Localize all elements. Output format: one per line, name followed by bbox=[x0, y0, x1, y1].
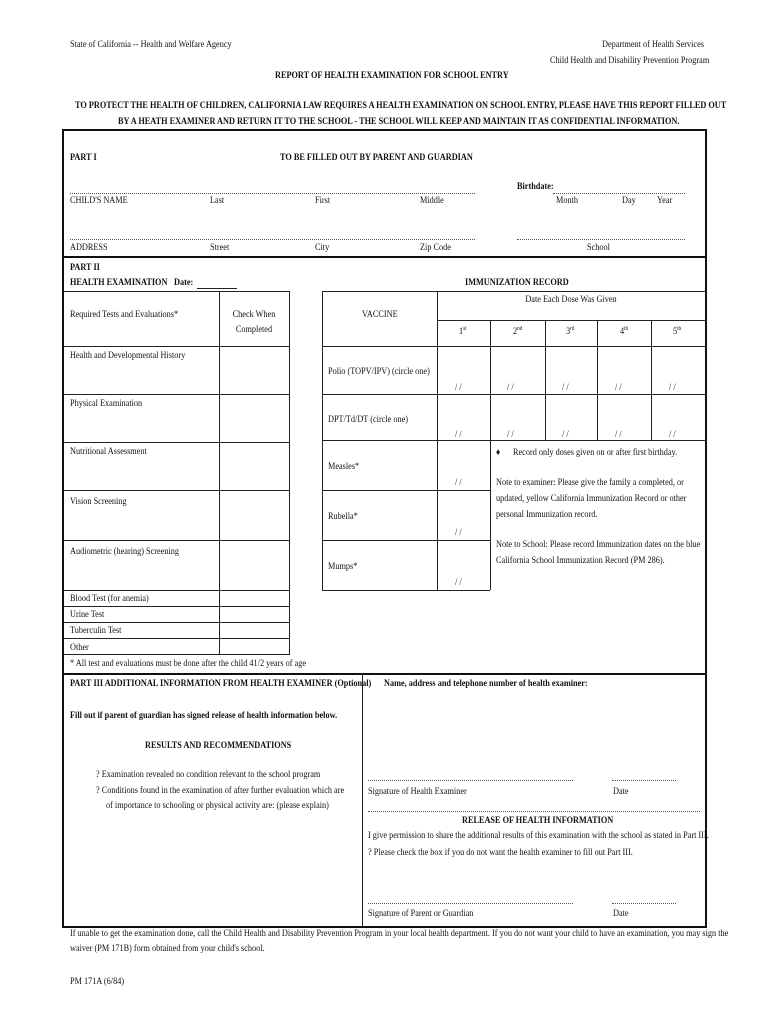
release-text-1: I give permission to share the additional results of this examination with the school as stated in Part III. bbox=[368, 830, 709, 841]
frame-right bbox=[705, 129, 707, 927]
tests-row-line bbox=[64, 654, 290, 655]
street-label: Street bbox=[210, 242, 230, 253]
dose-col-5: 5th bbox=[673, 326, 682, 338]
notice-line-1: TO PROTECT THE HEALTH OF CHILDREN, CALIFORNIA LAW REQUIRES A HEALTH EXAMINATION ON SCHOOL ENTRY, PLEASE HAVE THIS REPORT FILLED OUT bbox=[75, 100, 727, 111]
imm-row-line bbox=[322, 540, 490, 541]
tests-row-line bbox=[64, 622, 290, 623]
release-title: RELEASE OF HEALTH INFORMATION bbox=[462, 815, 614, 826]
childs-name-line[interactable] bbox=[70, 193, 475, 194]
note-school-1: Note to School: Please record Immunization dates on the blue bbox=[496, 539, 701, 550]
vaccine-name: Measles* bbox=[328, 461, 360, 472]
check-box[interactable] bbox=[220, 347, 288, 393]
examiner-info-label: Name, address and telephone number of health examiner: bbox=[384, 678, 588, 689]
part2-bottom-rule bbox=[62, 673, 707, 675]
exam-date-line[interactable] bbox=[197, 288, 237, 289]
imm-row-line bbox=[322, 394, 705, 395]
dose-date[interactable]: / / bbox=[455, 429, 462, 440]
dose-date[interactable]: / / bbox=[669, 429, 676, 440]
part3-divider bbox=[362, 673, 363, 926]
test-item: Nutritional Assessment bbox=[70, 446, 147, 457]
immunization-title: IMMUNIZATION RECORD bbox=[465, 277, 569, 288]
parent-date-label: Date bbox=[613, 908, 629, 919]
tests-top bbox=[64, 291, 290, 292]
date-each-dose-header: Date Each Dose Was Given bbox=[525, 294, 617, 305]
part3-heading: PART III ADDITIONAL INFORMATION FROM HEALTH EXAMINER (Optional) bbox=[70, 678, 372, 689]
small-test-item: Blood Test (for anemia) bbox=[70, 593, 149, 604]
test-item: Vision Screening bbox=[70, 496, 127, 507]
vaccine-name: Mumps* bbox=[328, 561, 358, 572]
part1-label: PART I bbox=[70, 152, 97, 163]
imm-row-line bbox=[322, 490, 490, 491]
sig-parent-label: Signature of Parent or Guardian bbox=[368, 908, 474, 919]
school-line[interactable] bbox=[517, 239, 685, 240]
test-item: Audiometric (hearing) Screening bbox=[70, 546, 180, 557]
footer-note-2: waiver (PM 171B) form obtained from your child's school. bbox=[70, 943, 265, 954]
examiner-date-label: Date bbox=[613, 786, 629, 797]
age-footnote: * All test and evaluations must be done after the child 41/2 years of age bbox=[70, 658, 307, 669]
imm-subheader-line bbox=[437, 320, 705, 321]
note-examiner-2: updated, yellow California Immunization Record or other bbox=[496, 493, 687, 504]
small-test-item: Tuberculin Test bbox=[70, 625, 122, 636]
part2-label: PART II bbox=[70, 262, 100, 273]
fill-out-instruction: Fill out if parent of guardian has signed release of health information below. bbox=[70, 710, 338, 721]
agency-right-1: Department of Health Services bbox=[602, 39, 704, 50]
notice-line-2: BY A HEATH EXAMINER AND RETURN IT TO THE SCHOOL - THE SCHOOL WILL KEEP AND MAINTAIN IT AS CONFIDENTIAL INFORMATION. bbox=[118, 116, 680, 127]
form-id: PM 171A (6/84) bbox=[70, 976, 125, 987]
dose-date[interactable]: / / bbox=[615, 429, 622, 440]
check-box[interactable] bbox=[220, 395, 288, 441]
examiner-date-line[interactable] bbox=[612, 780, 676, 781]
dose-divider bbox=[651, 320, 652, 440]
school-label: School bbox=[587, 242, 610, 253]
footer-note-1: If unable to get the examination done, call the Child Health and Disability Prevention Program in your local health department. If you do not want your child to have an examination, you may sign the bbox=[70, 928, 729, 939]
parent-signature-line[interactable] bbox=[368, 903, 573, 904]
vaccine-name: Rubella* bbox=[328, 511, 358, 522]
city-label: City bbox=[315, 242, 330, 253]
address-line[interactable] bbox=[70, 239, 475, 240]
tests-row-line bbox=[64, 638, 290, 639]
vaccine-name: DPT/Td/DT (circle one) bbox=[328, 414, 409, 425]
dose-col-3: 3rd bbox=[566, 326, 575, 338]
note-record: Record only doses given on or after first birthday. bbox=[513, 447, 678, 458]
note-examiner-3: personal Immunization record. bbox=[496, 509, 598, 520]
dose-divider bbox=[597, 320, 598, 440]
agency-left: State of California -- Health and Welfare Agency bbox=[70, 39, 232, 50]
dose-col-1: 1st bbox=[459, 326, 467, 338]
examiner-signature-line[interactable] bbox=[368, 780, 573, 781]
test-item: Health and Developmental History bbox=[70, 350, 186, 361]
dose-date[interactable]: / / bbox=[455, 477, 462, 488]
dose-date[interactable]: / / bbox=[562, 429, 569, 440]
check-when-header-2: Completed bbox=[235, 324, 273, 335]
check-box[interactable] bbox=[220, 541, 288, 589]
month-label: Month bbox=[556, 195, 579, 206]
frame-left bbox=[62, 129, 64, 927]
sig-examiner-label: Signature of Health Examiner bbox=[368, 786, 467, 797]
release-divider bbox=[368, 811, 700, 812]
birthdate-line[interactable] bbox=[553, 193, 685, 194]
dose-date[interactable]: / / bbox=[455, 382, 462, 393]
part1-bottom-rule bbox=[62, 256, 707, 258]
check-box[interactable] bbox=[220, 443, 288, 489]
result-option-2b: of importance to schooling or physical activity are: (please explain) bbox=[106, 800, 329, 811]
test-item: Physical Examination bbox=[70, 398, 143, 409]
middle-label: Middle bbox=[420, 195, 444, 206]
last-label: Last bbox=[210, 195, 225, 206]
dose-divider bbox=[490, 320, 491, 590]
address-label: ADDRESS bbox=[70, 242, 108, 253]
small-test-item: Other bbox=[70, 642, 89, 653]
imm-row-line bbox=[322, 590, 490, 591]
parent-date-line[interactable] bbox=[612, 903, 676, 904]
dose-col-2: 2nd bbox=[513, 326, 523, 338]
bullet-icon: ♦ bbox=[496, 447, 501, 458]
dose-col-4: 4th bbox=[620, 326, 629, 338]
check-box[interactable] bbox=[220, 491, 288, 539]
frame-top bbox=[62, 129, 707, 131]
childs-name-label: CHILD'S NAME bbox=[70, 195, 128, 206]
birthdate-label: Birthdate: bbox=[517, 181, 554, 192]
year-label: Year bbox=[657, 195, 673, 206]
form-title: REPORT OF HEALTH EXAMINATION FOR SCHOOL ENTRY bbox=[275, 70, 509, 81]
exam-date-label: Date: bbox=[174, 277, 194, 288]
dose-date[interactable]: / / bbox=[562, 382, 569, 393]
vaccine-name: Polio (TOPV/IPV) (circle one) bbox=[328, 366, 430, 377]
result-option-2[interactable]: ? Conditions found in the examination of after further evaluation which are bbox=[96, 785, 345, 796]
first-label: First bbox=[315, 195, 331, 206]
note-examiner-1: Note to examiner: Please give the family a completed, or bbox=[496, 477, 684, 488]
imm-top bbox=[322, 291, 705, 292]
tests-row-line bbox=[64, 590, 290, 591]
imm-row-line bbox=[322, 346, 705, 347]
results-heading: RESULTS AND RECOMMENDATIONS bbox=[145, 740, 292, 751]
dose-date[interactable]: / / bbox=[507, 429, 514, 440]
imm-row-line bbox=[322, 440, 705, 441]
check-when-header-1: Check When bbox=[232, 309, 276, 320]
dose-date[interactable]: / / bbox=[507, 382, 514, 393]
dose-divider bbox=[545, 320, 546, 440]
part1-heading: TO BE FILLED OUT BY PARENT AND GUARDIAN bbox=[280, 152, 473, 163]
release-text-2[interactable]: ? Please check the box if you do not want the health examiner to fill out Part III. bbox=[368, 847, 633, 858]
note-school-2: California School Immunization Record (PM 286). bbox=[496, 555, 665, 566]
dose-date[interactable]: / / bbox=[615, 382, 622, 393]
dose-date[interactable]: / / bbox=[455, 527, 462, 538]
result-option-1[interactable]: ? Examination revealed no condition relevant to the school program bbox=[96, 769, 321, 780]
req-tests-header: Required Tests and Evaluations* bbox=[70, 309, 179, 320]
health-exam-label: HEALTH EXAMINATION bbox=[70, 277, 168, 288]
agency-right-2: Child Health and Disability Prevention Program bbox=[550, 55, 710, 66]
dose-date[interactable]: / / bbox=[455, 577, 462, 588]
tests-row-line bbox=[64, 606, 290, 607]
small-test-item: Urine Test bbox=[70, 609, 105, 620]
dose-date[interactable]: / / bbox=[669, 382, 676, 393]
zip-label: Zip Code bbox=[420, 242, 451, 253]
vaccine-header: VACCINE bbox=[362, 309, 398, 320]
day-label: Day bbox=[622, 195, 636, 206]
